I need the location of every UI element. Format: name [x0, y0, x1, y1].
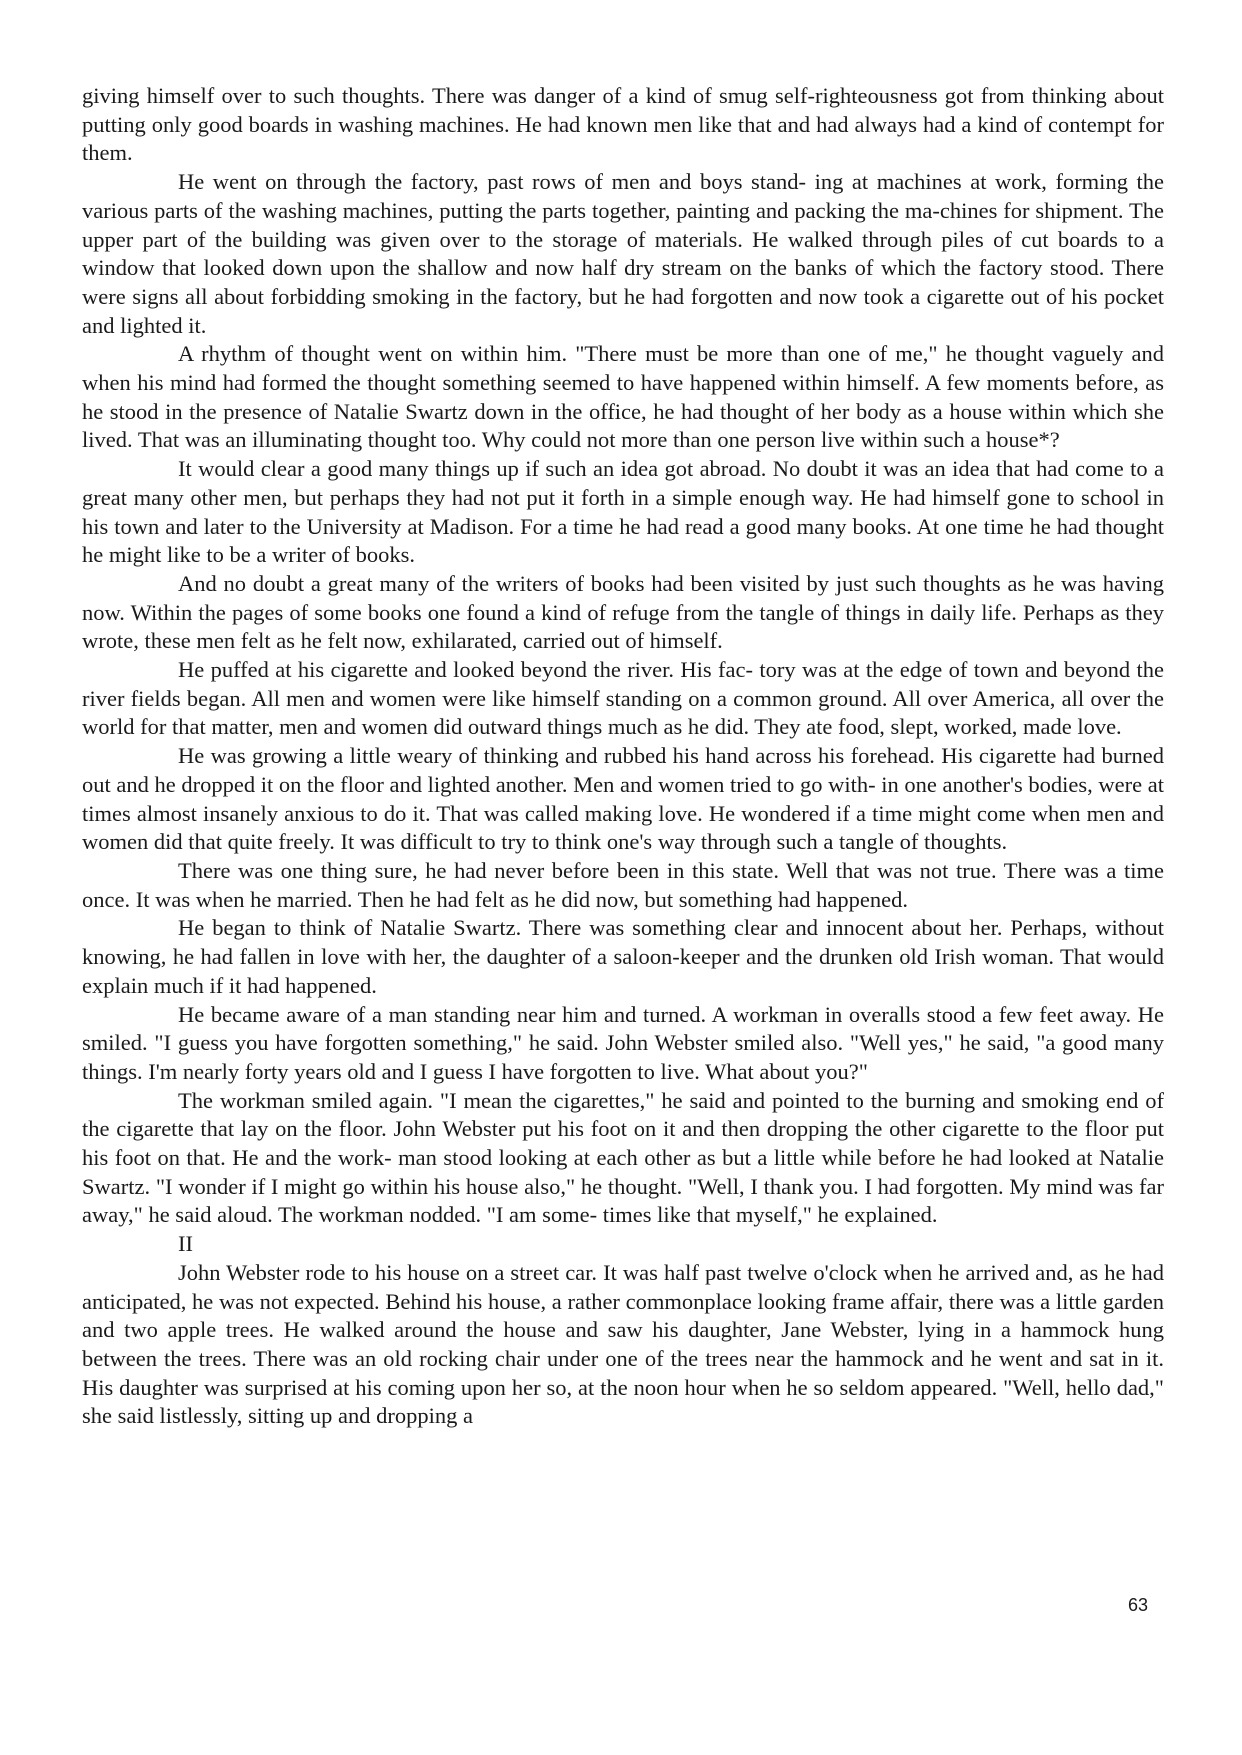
section-heading: II: [178, 1231, 193, 1257]
paragraph: He was growing a little weary of thinking and rubbed his hand across his forehead. His cigarette had burned out and he dropped it on the floor and lighted another. Men and women tried to go with- in one another's bodies, were at times almost insanely anxious to do it. That was called making love. He wondered if a time might come when men and women did that quite freely. It was difficult to try to think one's way through such a tangle of thoughts.: [82, 743, 1164, 855]
paragraph: It would clear a good many things up if such an idea got abroad. No doubt it was an idea that had come to a great many other men, but perhaps they had not put it forth in a simple enough way. He had himself gone to school in his town and later to the University at Madison. For a time he had read a good many books. At one time he had thought he might like to be a writer of books.: [82, 456, 1164, 568]
paragraph: giving himself over to such thoughts. There was danger of a kind of smug self-righteousness got from thinking about putting only good boards in washing machines. He had known men like that and had always had a kind of contempt for them.: [82, 83, 1164, 166]
paragraph: John Webster rode to his house on a street car. It was half past twelve o'clock when he arrived and, as he had anticipated, he was not expected. Behind his house, a rather commonplace looking frame affair, there was a little garden and two apple trees. He walked around the house and saw his daughter, Jane Webster, lying in a hammock hung between the trees. There was an old rocking chair under one of the trees near the hammock and he went and sat in it. His daughter was surprised at his coming upon her so, at the noon hour when he so seldom appeared. "Well, hello dad," she said listlessly, sitting up and dropping a: [82, 1259, 1164, 1429]
page-number: 63: [1128, 1595, 1149, 1615]
paragraph: He went on through the factory, past rows of men and boys stand- ing at machines at work, forming the various parts of the washing machines, putting the parts together, painting and packing the ma-chines for shipment. The upper part of the building was given over to the storage of materials. He walked through piles of cut boards to a window that looked down upon the shallow and now half dry stream on the banks of which the factory stood. There were signs all about forbidding smoking in the factory, but he had forgotten and now took a cigarette out of his pocket and lighted it.: [82, 169, 1164, 338]
paragraph: A rhythm of thought went on within him. "There must be more than one of me," he thought vaguely and when his mind had formed the thought something seemed to have happened within himself. A few moments before, as he stood in the presence of Natalie Swartz down in the office, he had thought of her body as a house within which she lived. That was an illuminating thought too. Why could not more than one person live within such a house*?: [82, 341, 1164, 453]
paragraph: He became aware of a man standing near him and turned. A workman in overalls stood a few feet away. He smiled. "I guess you have forgotten something," he said. John Webster smiled also. "Well yes," he said, "a good many things. I'm nearly forty years old and I guess I have forgotten to live. What about you?": [82, 1001, 1164, 1084]
paragraph: There was one thing sure, he had never before been in this state. Well that was not true. There was a time once. It was when he married. Then he had felt as he did now, but something had happened.: [82, 857, 1164, 912]
paragraph: He began to think of Natalie Swartz. There was something clear and innocent about her. Perhaps, without knowing, he had fallen in love with her, the daughter of a saloon-keeper and the drunken old Irish woman. That would explain much if it had happened.: [82, 915, 1164, 998]
paragraph: The workman smiled again. "I mean the cigarettes," he said and pointed to the burning and smoking end of the cigarette that lay on the floor. John Webster put his foot on it and then dropping the other cigarette to the floor put his foot on that. He and the work- man stood looking at each other as but a little while before he had looked at Natalie Swartz. "I wonder if I might go within his house also," he thought. "Well, I thank you. I had forgotten. My mind was far away," he said aloud. The workman nodded. "I am some- times like that myself," he explained.: [82, 1087, 1164, 1228]
paragraph: And no doubt a great many of the writers of books had been visited by just such thoughts as he was having now. Within the pages of some books one found a kind of refuge from the tangle of things in daily life. Perhaps as they wrote, these men felt as he felt now, exhilarated, carried out of himself.: [82, 570, 1164, 654]
paragraph: He puffed at his cigarette and looked beyond the river. His fac- tory was at the edge of town and beyond the river fields began. All men and women were like himself standing on a common ground. All over America, all over the world for that matter, men and women did outward things much as he did. They ate food, slept, worked, made love.: [82, 657, 1164, 740]
body-text: [82, 82, 1164, 1431]
